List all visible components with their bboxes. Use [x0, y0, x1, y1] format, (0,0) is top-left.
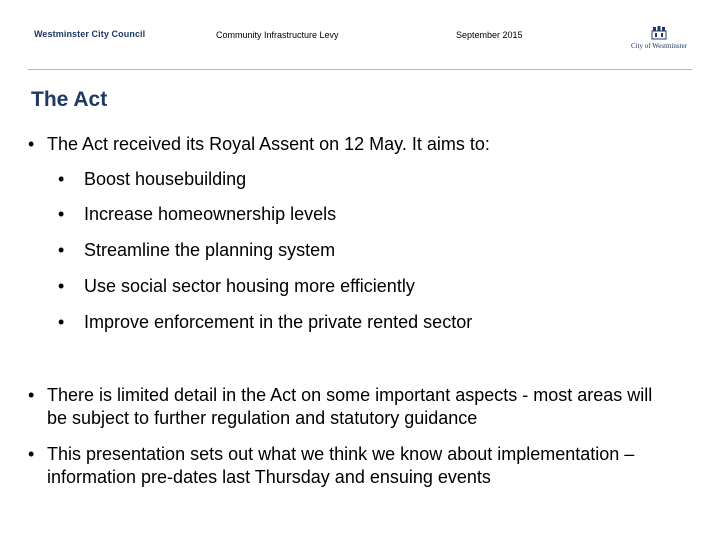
sub-bullet-housebuilding [58, 168, 618, 191]
sub-bullet-enforcement [58, 311, 618, 334]
westminster-crest-icon [651, 26, 667, 40]
bullet-text: There is limited detail in the Act on some important aspects - most areas will be subject to further regulation and statutory guidance [47, 385, 653, 428]
bullet-royal-assent [28, 133, 628, 156]
bullet-limited-detail [28, 384, 668, 430]
bullet-text: Improve enforcement in the private rented sector [84, 312, 473, 332]
bullet-marker: • [58, 169, 65, 189]
bullet-presentation-scope [28, 443, 668, 489]
westminster-logo [628, 26, 690, 50]
sub-bullet-planning [58, 239, 618, 262]
logo-text: City of Westminster [630, 42, 688, 50]
bullet-text: Increase homeownership levels [84, 204, 337, 224]
bullet-text: The Act received its Royal Assent on 12 May. It aims to: [47, 134, 490, 154]
bullet-marker: • [28, 134, 35, 154]
bullet-marker: • [28, 444, 35, 464]
bullet-marker: • [58, 204, 65, 224]
bullet-marker: • [28, 385, 35, 405]
slide-title: The Act [31, 88, 108, 111]
bullet-text: This presentation sets out what we think we know about implementation – information pre-dates last Thursday and ensuing events [47, 444, 635, 487]
bullet-marker: • [58, 240, 65, 260]
sub-bullet-social-housing [58, 275, 618, 298]
document-date: September 2015 [456, 30, 523, 40]
bullet-text: Boost housebuilding [84, 169, 247, 189]
bullet-text: Streamline the planning system [84, 240, 336, 260]
document-title: Community Infrastructure Levy [216, 30, 339, 40]
header-divider [28, 69, 692, 70]
sub-bullet-homeownership [58, 203, 618, 226]
bullet-marker: • [58, 276, 65, 296]
council-name: Westminster City Council [34, 29, 146, 39]
bullet-marker: • [58, 312, 65, 332]
bullet-text: Use social sector housing more efficiently [84, 276, 415, 296]
